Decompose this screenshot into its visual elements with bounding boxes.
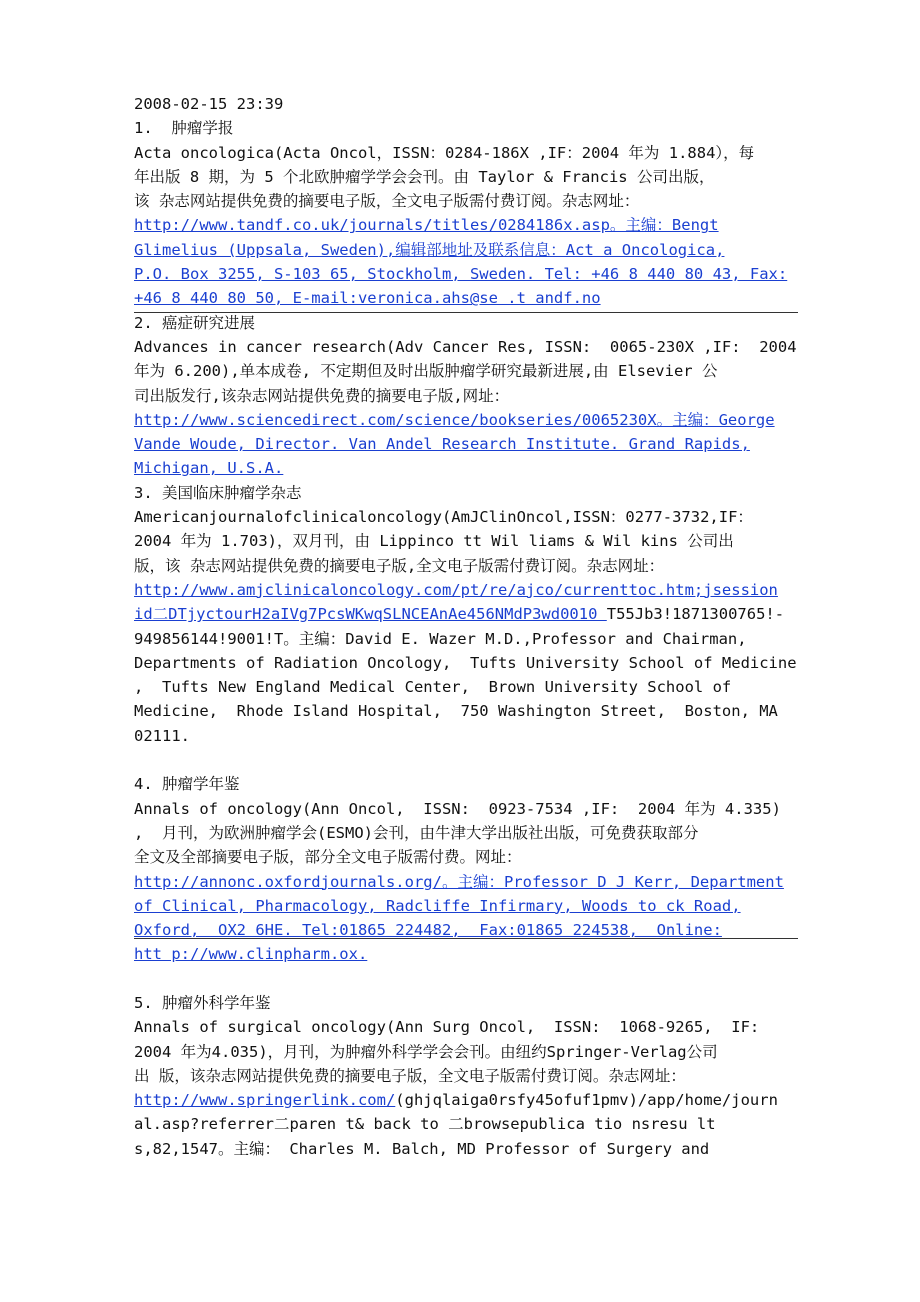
body-line: 年为 6.200),单本成卷, 不定期但及时出版肿瘤学研究最新进展,由 Elsevier 公 [134, 362, 718, 381]
journal-link[interactable]: http://www.tandf.co.uk/journals/titles/0284186x.asp。主编：Bengt [134, 216, 719, 235]
body-line: Americanjournalofclinicaloncology(AmJClinOncol,ISSN：0277-3732,IF： [134, 508, 753, 527]
body-line: 2004 年为4.035)，月刊，为肿瘤外科学学会会刊。由纽约Springer-Verlag公司 [134, 1042, 718, 1061]
body-line: Acta oncologica(Acta Oncol，ISSN：0284-186X ,IF：2004 年为 1.884），每 [134, 143, 755, 162]
journal-link[interactable]: P.O. Box 3255, S-103 65, Stockholm, Sweden. Tel: +46 8 440 80 43, Fax: [134, 265, 788, 284]
link-tail-text: T55Jb3!1871300765!- [606, 605, 785, 624]
journal-link[interactable]: http://www.sciencedirect.com/science/bookseries/0065230X。主编：George [134, 410, 775, 429]
blank-line [134, 967, 798, 991]
section-heading: 4. 肿瘤学年鉴 [134, 775, 240, 794]
body-line: Annals of oncology(Ann Oncol, ISSN: 0923-7534 ,IF: 2004 年为 4.335) [134, 799, 781, 818]
body-line: 2004 年为 1.703)，双月刊，由 Lippinco tt Wil liams & Wil kins 公司出 [134, 532, 734, 551]
horizontal-rule [134, 938, 798, 939]
body-line: 版，该 杂志网站提供免费的摘要电子版,全文电子版需付费订阅。杂志网址： [134, 556, 665, 575]
body-line: 年出版 8 期，为 5 个北欧肿瘤学学会会刊。由 Taylor & Francis 公司出版， [134, 167, 715, 186]
section-heading: 3. 美国临床肿瘤学杂志 [134, 483, 302, 502]
document-page [134, 92, 798, 1161]
journal-link[interactable]: http://www.springerlink.com/ [134, 1091, 396, 1110]
journal-link[interactable]: id二DTjyctourH2aIVg7PcsWKwqSLNCEAnAe456NMdP3wd0010 [134, 605, 607, 624]
blank-line [134, 748, 798, 772]
body-line: Departments of Radiation Oncology, Tufts University School of Medicine [134, 653, 797, 672]
journal-link[interactable]: Michigan, U.S.A. [134, 459, 284, 478]
link-line-mixed [134, 1088, 798, 1112]
journal-link[interactable]: Oxford, OX2 6HE. Tel:01865 224482, Fax:01865 224538, Online: [134, 921, 722, 940]
body-line: Medicine, Rhode Island Hospital, 750 Washington Street, Boston, MA [134, 702, 778, 721]
body-line: , 月刊，为欧洲肿瘤学会(ESMO)会刊，由牛津大学出版社出版，可免费获取部分 [134, 823, 699, 842]
body-line: 全文及全部摘要电子版，部分全文电子版需付费。网址： [134, 848, 522, 867]
body-line: Annals of surgical oncology(Ann Surg Oncol, ISSN: 1068-9265, IF: [134, 1018, 760, 1037]
journal-link[interactable]: of Clinical, Pharmacology, Radcliffe Infirmary, Woods to ck Road, [134, 896, 741, 915]
body-line: 02111. [134, 726, 190, 745]
section-heading: 5. 肿瘤外科学年鉴 [134, 993, 271, 1012]
body-line: 出 版，该杂志网站提供免费的摘要电子版，全文电子版需付费订阅。杂志网址： [134, 1066, 686, 1085]
journal-link[interactable]: http://annonc.oxfordjournals.org/。主编：Professor D J Kerr, Department [134, 872, 784, 891]
journal-link[interactable]: Glimelius (Uppsala, Sweden),编辑部地址及联系信息：Act a Oncologica, [134, 240, 725, 259]
body-line: 949856144!9001!T。主编：David E. Wazer M.D.,Professor and Chairman, [134, 629, 747, 648]
section-heading: 1. 肿瘤学报 [134, 119, 234, 138]
link-tail-text: (ghjqlaiga0rsfy45ofuf1pmv)/app/home/journ [395, 1091, 778, 1110]
horizontal-rule [134, 312, 798, 313]
link-line-mixed [134, 602, 798, 626]
body-line: , Tufts New England Medical Center, Brown University School of [134, 678, 732, 697]
section-heading: 2. 癌症研究进展 [134, 313, 255, 332]
timestamp: 2008-02-15 23:39 [134, 95, 284, 113]
body-line: al.asp?referrer二paren t& back to 二browsepublica tio nsresu lt [134, 1115, 716, 1134]
journal-link[interactable]: +46 8 440 80 50, E-mail:veronica.ahs@se .t andf.no [134, 289, 601, 308]
body-line: 司出版发行,该杂志网站提供免费的摘要电子版,网址： [134, 386, 510, 405]
journal-link[interactable]: http://www.amjclinicaloncology.com/pt/re/ajco/currenttoc.htm;jsession [134, 580, 778, 599]
journal-link[interactable]: htt p://www.clinpharm.ox. [134, 945, 368, 964]
body-line: Advances in cancer research(Adv Cancer Res, ISSN: 0065-230X ,IF: 2004 [134, 337, 797, 356]
journal-link[interactable]: Vande Woude, Director. Van Andel Research Institute. Grand Rapids, [134, 435, 750, 454]
body-line: s,82,1547。主编： Charles M. Balch, MD Professor of Surgery and [134, 1139, 710, 1158]
body-line: 该 杂志网站提供免费的摘要电子版，全文电子版需付费订阅。杂志网址： [134, 192, 640, 211]
